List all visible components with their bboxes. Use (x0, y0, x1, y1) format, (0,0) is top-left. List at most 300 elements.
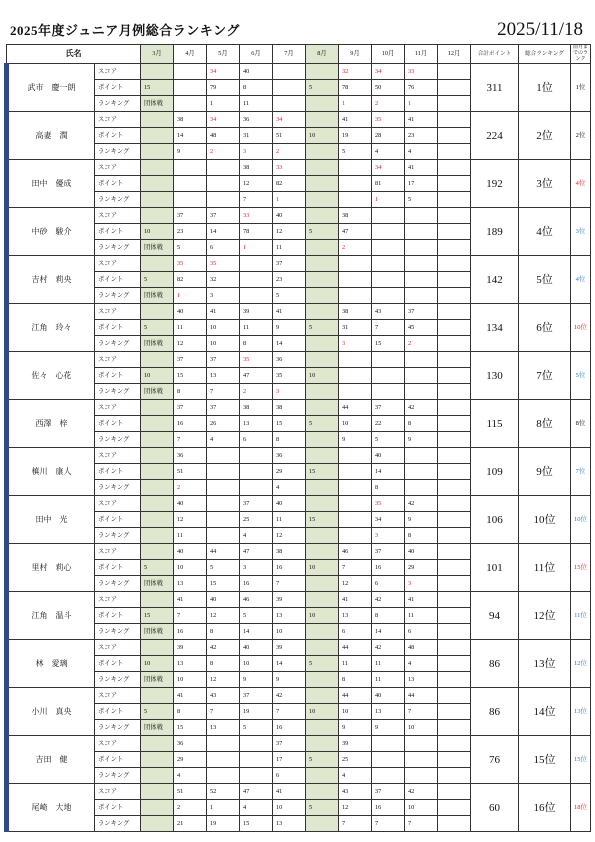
month-cell: 42 (207, 640, 240, 656)
row-label: スコア (95, 400, 141, 416)
month-cell: 44 (339, 688, 372, 704)
header-month: 4月 (174, 45, 207, 64)
month-cell: 6 (240, 432, 273, 448)
month-cell (141, 352, 174, 368)
month-cell: 5 (306, 224, 339, 240)
month-cell (306, 288, 339, 304)
header-overall: 総合ランキング (519, 45, 571, 64)
month-cell (273, 80, 306, 96)
month-cell: 12 (174, 512, 207, 528)
month-cell (141, 816, 174, 832)
month-cell (306, 176, 339, 192)
month-cell (141, 128, 174, 144)
month-cell: 41 (207, 304, 240, 320)
month-cell: 37 (207, 208, 240, 224)
row-label: ランキング (95, 576, 141, 592)
month-cell: 25 (240, 512, 273, 528)
total-points: 76 (471, 736, 519, 784)
month-cell (438, 112, 471, 128)
month-cell (141, 304, 174, 320)
month-cell: 7 (372, 320, 405, 336)
row-label: ポイント (95, 464, 141, 480)
month-cell (273, 96, 306, 112)
month-cell (438, 160, 471, 176)
player-row-score (7, 496, 591, 512)
month-cell: 33 (405, 64, 438, 80)
month-cell: 7 (207, 384, 240, 400)
month-cell: 9 (174, 144, 207, 160)
month-cell: 5 (306, 656, 339, 672)
month-cell (306, 400, 339, 416)
month-cell: 14 (273, 656, 306, 672)
month-cell (372, 384, 405, 400)
month-cell (306, 768, 339, 784)
month-cell (372, 288, 405, 304)
row-label: スコア (95, 352, 141, 368)
month-cell (438, 272, 471, 288)
month-cell: 37 (405, 304, 438, 320)
previous-rank: 10位 (571, 304, 591, 352)
total-points: 115 (471, 400, 519, 448)
month-cell: 15 (240, 816, 273, 832)
month-cell: 8 (372, 480, 405, 496)
player-name: 里村 莉心 (7, 544, 95, 592)
month-cell: 7 (273, 576, 306, 592)
row-label: スコア (95, 304, 141, 320)
month-cell (306, 160, 339, 176)
month-cell: 5 (339, 144, 372, 160)
month-cell: 11 (339, 656, 372, 672)
month-cell: 4 (339, 768, 372, 784)
month-cell (438, 224, 471, 240)
header-total: 合計ポイント (471, 45, 519, 64)
month-cell: 41 (174, 592, 207, 608)
month-cell (405, 384, 438, 400)
month-cell: 14 (174, 128, 207, 144)
player-row-score (7, 640, 591, 656)
month-cell: 37 (372, 544, 405, 560)
overall-rank: 4位 (519, 208, 571, 256)
header-month: 8月 (306, 45, 339, 64)
month-cell: 16 (174, 416, 207, 432)
month-cell: 37 (240, 496, 273, 512)
month-cell: 40 (273, 208, 306, 224)
month-cell: 51 (273, 128, 306, 144)
month-cell: 42 (372, 640, 405, 656)
month-cell: 10 (273, 800, 306, 816)
player-row-score (7, 112, 591, 128)
month-cell (141, 416, 174, 432)
month-cell: 11 (273, 512, 306, 528)
month-cell (141, 192, 174, 208)
previous-rank: 2位 (571, 112, 591, 160)
header-month: 5月 (207, 45, 240, 64)
month-cell: 34 (207, 64, 240, 80)
month-cell: 39 (339, 736, 372, 752)
month-cell (372, 224, 405, 240)
month-cell: 41 (405, 592, 438, 608)
month-cell (405, 368, 438, 384)
row-label: スコア (95, 784, 141, 800)
overall-rank: 16位 (519, 784, 571, 832)
month-cell: 8 (405, 416, 438, 432)
month-cell (438, 192, 471, 208)
month-cell: 51 (174, 784, 207, 800)
month-cell (141, 528, 174, 544)
month-cell (438, 544, 471, 560)
row-label: ランキング (95, 672, 141, 688)
month-cell (207, 496, 240, 512)
overall-rank: 10位 (519, 496, 571, 544)
month-cell: 団体戦 (141, 576, 174, 592)
month-cell (339, 528, 372, 544)
player-row-score (7, 544, 591, 560)
month-cell (306, 624, 339, 640)
month-cell: 14 (240, 624, 273, 640)
month-cell: 38 (273, 400, 306, 416)
month-cell: 12 (339, 800, 372, 816)
month-cell: 10 (339, 416, 372, 432)
row-label: ポイント (95, 800, 141, 816)
overall-rank: 8位 (519, 400, 571, 448)
month-cell: 22 (372, 416, 405, 432)
month-cell (207, 512, 240, 528)
month-cell: 15 (174, 368, 207, 384)
month-cell: 50 (372, 80, 405, 96)
month-cell (405, 352, 438, 368)
month-cell: 7 (240, 192, 273, 208)
month-cell: 10 (405, 720, 438, 736)
month-cell: 1 (207, 96, 240, 112)
month-cell: 34 (207, 112, 240, 128)
month-cell (372, 352, 405, 368)
row-label: スコア (95, 256, 141, 272)
month-cell: 19 (240, 704, 273, 720)
total-points: 130 (471, 352, 519, 400)
month-cell: 10 (306, 608, 339, 624)
month-cell (306, 480, 339, 496)
overall-rank: 3位 (519, 160, 571, 208)
month-cell: 46 (339, 544, 372, 560)
month-cell (306, 784, 339, 800)
month-cell (141, 112, 174, 128)
month-cell: 15 (141, 80, 174, 96)
month-cell (141, 480, 174, 496)
month-cell: 2 (174, 800, 207, 816)
month-cell: 団体戦 (141, 672, 174, 688)
month-cell: 36 (174, 736, 207, 752)
month-cell: 26 (207, 416, 240, 432)
month-cell: 46 (240, 592, 273, 608)
month-cell: 4 (405, 144, 438, 160)
month-cell: 12 (240, 176, 273, 192)
month-cell (438, 96, 471, 112)
month-cell (339, 512, 372, 528)
month-cell (141, 512, 174, 528)
month-cell: 37 (174, 400, 207, 416)
previous-rank: 5位 (571, 352, 591, 400)
month-cell: 12 (339, 576, 372, 592)
month-cell: 41 (273, 784, 306, 800)
month-cell: 5 (306, 416, 339, 432)
month-cell (240, 256, 273, 272)
overall-rank: 1位 (519, 64, 571, 112)
month-cell: 6 (207, 240, 240, 256)
month-cell: 16 (273, 560, 306, 576)
header-month: 6月 (240, 45, 273, 64)
month-cell: 16 (372, 560, 405, 576)
month-cell: 37 (207, 352, 240, 368)
month-cell: 8 (372, 608, 405, 624)
month-cell: 23 (405, 128, 438, 144)
month-cell: 34 (273, 112, 306, 128)
month-cell: 36 (273, 448, 306, 464)
month-cell: 37 (174, 208, 207, 224)
month-cell: 6 (405, 624, 438, 640)
previous-rank: 3位 (571, 208, 591, 256)
month-cell (207, 768, 240, 784)
month-cell: 15 (306, 512, 339, 528)
month-cell: 5 (207, 560, 240, 576)
month-cell (306, 544, 339, 560)
month-cell (306, 688, 339, 704)
row-label: ポイント (95, 512, 141, 528)
month-cell (339, 384, 372, 400)
month-cell: 13 (207, 368, 240, 384)
month-cell: 41 (405, 160, 438, 176)
month-cell: 19 (207, 816, 240, 832)
month-cell (141, 496, 174, 512)
month-cell: 7 (207, 704, 240, 720)
month-cell: 23 (174, 224, 207, 240)
player-name: 林 愛璃 (7, 640, 95, 688)
player-name: 江角 温斗 (7, 592, 95, 640)
month-cell (405, 272, 438, 288)
overall-rank: 14位 (519, 688, 571, 736)
month-cell (372, 272, 405, 288)
month-cell: 39 (273, 592, 306, 608)
month-cell: 10 (141, 368, 174, 384)
previous-rank: 10位 (571, 496, 591, 544)
overall-rank: 9位 (519, 448, 571, 496)
month-cell: 10 (207, 320, 240, 336)
month-cell: 33 (240, 208, 273, 224)
row-label: スコア (95, 688, 141, 704)
month-cell: 39 (273, 640, 306, 656)
month-cell (438, 768, 471, 784)
month-cell: 39 (174, 640, 207, 656)
previous-rank: 1位 (571, 64, 591, 112)
player-row-score (7, 256, 591, 272)
overall-rank: 7位 (519, 352, 571, 400)
month-cell (438, 608, 471, 624)
month-cell: 40 (240, 64, 273, 80)
row-label: スコア (95, 736, 141, 752)
month-cell: 3 (207, 288, 240, 304)
header-month: 9月 (339, 45, 372, 64)
month-cell: 1 (240, 240, 273, 256)
month-cell (141, 544, 174, 560)
month-cell (405, 224, 438, 240)
total-points: 311 (471, 64, 519, 112)
header-name: 氏名 (7, 45, 141, 64)
month-cell: 団体戦 (141, 384, 174, 400)
month-cell: 36 (240, 112, 273, 128)
month-cell (141, 160, 174, 176)
overall-rank: 5位 (519, 256, 571, 304)
month-cell: 44 (339, 400, 372, 416)
month-cell: 16 (273, 720, 306, 736)
month-cell (438, 208, 471, 224)
month-cell: 10 (240, 656, 273, 672)
month-cell: 29 (273, 464, 306, 480)
month-cell: 3 (240, 144, 273, 160)
month-cell: 3 (273, 384, 306, 400)
row-label: スコア (95, 64, 141, 80)
month-cell (207, 528, 240, 544)
row-label: ポイント (95, 128, 141, 144)
month-cell (438, 336, 471, 352)
month-cell: 34 (372, 512, 405, 528)
month-cell (306, 496, 339, 512)
player-row-score (7, 592, 591, 608)
month-cell (306, 144, 339, 160)
month-cell (438, 400, 471, 416)
player-row-score (7, 448, 591, 464)
row-label: ポイント (95, 416, 141, 432)
month-cell: 42 (405, 400, 438, 416)
row-label: ポイント (95, 560, 141, 576)
ranking-table (4, 44, 591, 832)
month-cell (438, 80, 471, 96)
month-cell (240, 768, 273, 784)
month-cell (438, 688, 471, 704)
row-label: スコア (95, 496, 141, 512)
row-label: ポイント (95, 80, 141, 96)
month-cell: 1 (405, 96, 438, 112)
month-cell (372, 208, 405, 224)
overall-rank: 13位 (519, 640, 571, 688)
month-cell: 6 (372, 576, 405, 592)
player-row-score (7, 400, 591, 416)
month-cell: 12 (273, 528, 306, 544)
month-cell (306, 640, 339, 656)
month-cell: 16 (240, 576, 273, 592)
month-cell (141, 176, 174, 192)
month-cell (438, 432, 471, 448)
month-cell: 11 (240, 96, 273, 112)
month-cell (405, 464, 438, 480)
previous-rank: 15位 (571, 544, 591, 592)
month-cell: 11 (174, 320, 207, 336)
month-cell: 8 (273, 432, 306, 448)
month-cell (141, 640, 174, 656)
month-cell: 13 (273, 608, 306, 624)
month-cell (306, 576, 339, 592)
report-date: 2025/11/18 (497, 19, 583, 40)
month-cell (438, 480, 471, 496)
month-cell (240, 272, 273, 288)
month-cell: 1 (174, 288, 207, 304)
total-points: 134 (471, 304, 519, 352)
month-cell: 1 (273, 192, 306, 208)
month-cell: 45 (405, 320, 438, 336)
month-cell (438, 384, 471, 400)
month-cell: 35 (372, 496, 405, 512)
month-cell: 13 (240, 416, 273, 432)
month-cell: 13 (174, 576, 207, 592)
row-label: ポイント (95, 224, 141, 240)
row-label: ポイント (95, 704, 141, 720)
month-cell: 19 (339, 128, 372, 144)
month-cell: 29 (405, 560, 438, 576)
month-cell: 6 (273, 768, 306, 784)
month-cell: 37 (207, 400, 240, 416)
month-cell: 2 (372, 96, 405, 112)
month-cell (339, 448, 372, 464)
month-cell: 13 (339, 608, 372, 624)
month-cell (339, 176, 372, 192)
player-name: 吉田 健 (7, 736, 95, 784)
month-cell: 7 (339, 816, 372, 832)
month-cell (339, 160, 372, 176)
month-cell (339, 256, 372, 272)
month-cell: 40 (372, 688, 405, 704)
month-cell (306, 192, 339, 208)
player-name: 吉村 莉央 (7, 256, 95, 304)
month-cell (174, 80, 207, 96)
month-cell: 32 (207, 272, 240, 288)
month-cell (207, 464, 240, 480)
previous-rank: 15位 (571, 736, 591, 784)
month-cell (339, 192, 372, 208)
month-cell: 34 (372, 64, 405, 80)
month-cell (405, 256, 438, 272)
row-label: ランキング (95, 624, 141, 640)
month-cell: 4 (207, 432, 240, 448)
month-cell: 4 (273, 480, 306, 496)
month-cell: 16 (372, 800, 405, 816)
player-name: 槙川 康人 (7, 448, 95, 496)
month-cell: 35 (273, 368, 306, 384)
month-cell: 41 (405, 112, 438, 128)
month-cell: 41 (273, 304, 306, 320)
month-cell (207, 176, 240, 192)
month-cell (174, 96, 207, 112)
month-cell (339, 496, 372, 512)
month-cell (240, 448, 273, 464)
month-cell: 8 (174, 704, 207, 720)
month-cell (438, 64, 471, 80)
month-cell: 5 (141, 272, 174, 288)
month-cell: 21 (174, 816, 207, 832)
month-cell (438, 128, 471, 144)
month-cell (306, 112, 339, 128)
month-cell: 43 (207, 688, 240, 704)
month-cell: 5 (240, 608, 273, 624)
month-cell (306, 256, 339, 272)
month-cell: 40 (273, 496, 306, 512)
month-cell: 5 (306, 800, 339, 816)
month-cell (372, 256, 405, 272)
month-cell: 2 (405, 336, 438, 352)
month-cell: 3 (405, 576, 438, 592)
month-cell: 13 (405, 672, 438, 688)
month-cell: 47 (339, 224, 372, 240)
month-cell: 15 (207, 576, 240, 592)
month-cell: 10 (207, 336, 240, 352)
month-cell: 37 (174, 352, 207, 368)
